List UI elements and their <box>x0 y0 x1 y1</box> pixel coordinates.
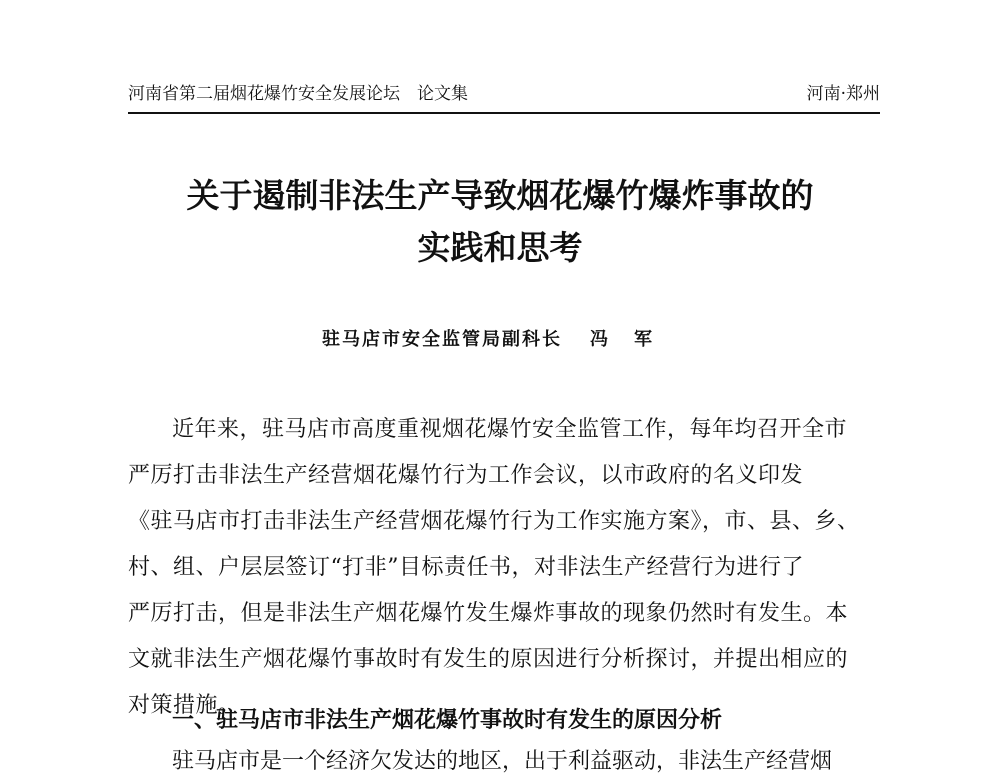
section-heading: 一、驻马店市非法生产烟花爆竹事故时有发生的原因分析 <box>172 708 723 733</box>
header-location: 河南·郑州 <box>806 84 880 104</box>
author-byline <box>0 327 1000 353</box>
paragraph-line: 严厉打击，但是非法生产烟花爆竹发生爆炸事故的现象仍然时有发生。本 <box>128 601 849 626</box>
intro-paragraph <box>128 407 880 729</box>
paragraph-line: 对策措施。 <box>128 693 241 718</box>
author-name: 冯军 <box>590 329 678 350</box>
paragraph-line: 近年来，驻马店市高度重视烟花爆竹安全监管工作，每年均召开全市 <box>172 417 848 442</box>
next-paragraph-partial-line: 驻马店市是一个经济欠发达的地区，出于利益驱动，非法生产经营烟 <box>172 749 833 774</box>
paragraph-line: 严厉打击非法生产经营烟花爆竹行为工作会议，以市政府的名义印发 <box>128 463 804 488</box>
article-title-line-1: 关于遏制非法生产导致烟花爆竹爆炸事故的 <box>186 176 814 215</box>
paragraph-line: 村、组、户层层签订“打非”目标责任书，对非法生产经营行为进行了 <box>128 555 804 580</box>
paragraph-line: 文就非法生产烟花爆竹事故时有发生的原因进行分析探讨，并提出相应的 <box>128 647 849 672</box>
header-collection-title: 河南省第二届烟花爆竹安全发展论坛 论文集 <box>128 84 468 104</box>
paragraph-line: 《驻马店市打击非法生产经营烟花爆竹行为工作实施方案》，市、县、乡、 <box>128 509 860 534</box>
running-header <box>128 80 880 114</box>
author-role: 驻马店市安全监管局副科长 <box>322 329 562 350</box>
article-title-line-2: 实践和思考 <box>417 228 583 267</box>
